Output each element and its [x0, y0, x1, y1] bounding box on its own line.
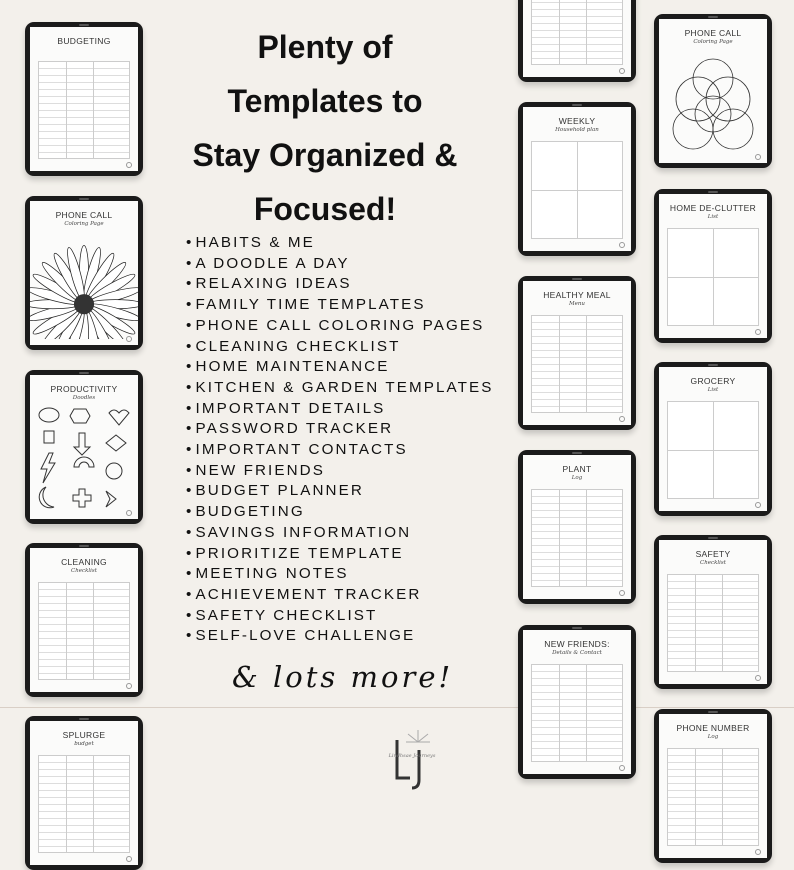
camera-icon — [572, 627, 582, 629]
template-page — [523, 455, 631, 599]
camera-icon — [708, 16, 718, 18]
template-title: PLANT — [562, 464, 592, 474]
template-subtitle: Coloring Page — [693, 39, 733, 45]
camera-icon — [79, 718, 89, 720]
template-title: WEEKLY — [558, 116, 596, 126]
feature-item: • SELF-LOVE CHALLENGE — [186, 626, 493, 647]
template-page — [659, 19, 767, 163]
feature-item: • SAFETY CHECKLIST — [186, 606, 493, 627]
template-title: SAFETY — [695, 549, 731, 559]
feature-item: • KITCHEN & GARDEN TEMPLATES — [186, 378, 493, 399]
camera-icon — [708, 537, 718, 539]
table-grid — [38, 61, 130, 159]
template-subtitle: Log — [571, 475, 583, 481]
home-button-icon — [619, 242, 625, 248]
template-page — [523, 281, 631, 425]
template-subtitle: List — [707, 214, 719, 220]
tablet-phonenum — [654, 709, 772, 863]
feature-item: • BUDGETING — [186, 502, 493, 523]
home-button-icon — [126, 336, 132, 342]
home-button-icon — [619, 590, 625, 596]
template-page — [523, 0, 631, 77]
template-title: PHONE CALL — [684, 28, 742, 38]
template-page — [659, 367, 767, 511]
template-title: PHONE CALL — [55, 210, 113, 220]
template-page — [30, 548, 138, 692]
template-title: PHONE NUMBER — [676, 723, 750, 733]
camera-icon — [708, 364, 718, 366]
home-button-icon — [126, 683, 132, 689]
template-page — [30, 375, 138, 519]
table-grid — [531, 0, 623, 65]
home-button-icon — [755, 675, 761, 681]
feature-item: • HOME MAINTENANCE — [186, 357, 493, 378]
feature-item: • IMPORTANT CONTACTS — [186, 440, 493, 461]
flower-illustration — [30, 229, 138, 339]
headline-line: Templates to — [227, 83, 423, 119]
headline — [160, 20, 490, 236]
tablet-phone_flower — [25, 196, 143, 350]
doodle-shapes — [34, 405, 134, 515]
template-title: HEALTHY MEAL — [543, 290, 611, 300]
tablet-plant — [518, 450, 636, 604]
circles-illustration — [663, 49, 763, 159]
feature-item: • CLEANING CHECKLIST — [186, 337, 493, 358]
box-grid — [667, 228, 759, 326]
box-grid — [667, 401, 759, 499]
feature-item: • A DOODLE A DAY — [186, 254, 493, 275]
feature-item: • PHONE CALL COLORING PAGES — [186, 316, 493, 337]
feature-item: • IMPORTANT DETAILS — [186, 399, 493, 420]
template-page — [523, 107, 631, 251]
template-title: PRODUCTIVITY — [50, 384, 118, 394]
template-subtitle: budget — [74, 741, 94, 747]
tablet-weekly — [518, 102, 636, 256]
template-page — [659, 540, 767, 684]
table-grid — [667, 748, 759, 846]
table-grid — [667, 574, 759, 672]
feature-item: • HABITS & ME — [186, 233, 493, 254]
template-title: SPLURGE — [62, 730, 106, 740]
headline-line: Stay Organized & — [192, 137, 458, 173]
camera-icon — [79, 24, 89, 26]
template-page — [30, 201, 138, 345]
home-button-icon — [619, 416, 625, 422]
lots-more-text: & lots more! — [232, 660, 454, 694]
tablet-budgeting — [25, 22, 143, 176]
camera-icon — [708, 711, 718, 713]
tablet-productivity — [25, 370, 143, 524]
brand-logo — [372, 728, 452, 792]
table-grid — [531, 315, 623, 413]
tablet-phone_circles — [654, 14, 772, 168]
template-subtitle: Doodles — [72, 395, 96, 401]
feature-item: • ACHIEVEMENT TRACKER — [186, 585, 493, 606]
camera-icon — [572, 278, 582, 280]
template-subtitle: Log — [707, 734, 719, 740]
feature-item: • SAVINGS INFORMATION — [186, 523, 493, 544]
camera-icon — [708, 191, 718, 193]
tablet-grocery — [654, 362, 772, 516]
template-page — [30, 721, 138, 865]
tablet-declutter — [654, 189, 772, 343]
camera-icon — [79, 198, 89, 200]
feature-item: • BUDGET PLANNER — [186, 481, 493, 502]
template-subtitle: Menu — [569, 301, 585, 307]
table-grid — [531, 489, 623, 587]
template-subtitle: List — [707, 387, 719, 393]
home-button-icon — [755, 502, 761, 508]
home-button-icon — [755, 849, 761, 855]
template-subtitle: Details & Contact — [552, 650, 602, 656]
divider-line — [0, 707, 794, 708]
template-title: BUDGETING — [57, 36, 111, 46]
feature-list — [186, 233, 493, 647]
tablet-cleaning — [25, 543, 143, 697]
feature-item: • NEW FRIENDS — [186, 461, 493, 482]
logo-brand-text: Lindhsae Journeys — [388, 753, 436, 759]
template-subtitle: Checklist — [700, 560, 726, 566]
template-subtitle: Checklist — [71, 568, 97, 574]
template-title: NEW FRIENDS: — [544, 639, 610, 649]
feature-item: • PRIORITIZE TEMPLATE — [186, 544, 493, 565]
headline-line: Plenty of — [257, 29, 393, 65]
feature-item: • PASSWORD TRACKER — [186, 419, 493, 440]
camera-icon — [572, 452, 582, 454]
camera-icon — [79, 545, 89, 547]
feature-item: • MEETING NOTES — [186, 564, 493, 585]
template-title: GROCERY — [690, 376, 736, 386]
tablet-splurge — [25, 716, 143, 870]
table-grid — [38, 755, 130, 853]
tablet-top — [518, 0, 636, 82]
feature-item: • RELAXING IDEAS — [186, 274, 493, 295]
home-button-icon — [126, 162, 132, 168]
tablet-friends — [518, 625, 636, 779]
template-page — [659, 194, 767, 338]
template-subtitle: Coloring Page — [64, 221, 104, 227]
home-button-icon — [755, 329, 761, 335]
box-grid — [531, 141, 623, 239]
template-title: HOME DE-CLUTTER — [669, 203, 757, 213]
table-grid — [531, 664, 623, 762]
table-grid — [38, 582, 130, 680]
home-button-icon — [619, 68, 625, 74]
feature-item: • FAMILY TIME TEMPLATES — [186, 295, 493, 316]
home-button-icon — [126, 510, 132, 516]
home-button-icon — [755, 154, 761, 160]
template-page — [523, 630, 631, 774]
template-page — [659, 714, 767, 858]
tablet-safety — [654, 535, 772, 689]
camera-icon — [572, 104, 582, 106]
home-button-icon — [619, 765, 625, 771]
template-page — [30, 27, 138, 171]
template-subtitle: Household plan — [555, 127, 599, 133]
camera-icon — [79, 372, 89, 374]
template-title: CLEANING — [61, 557, 107, 567]
home-button-icon — [126, 856, 132, 862]
tablet-meal — [518, 276, 636, 430]
headline-line: Focused! — [253, 191, 397, 227]
